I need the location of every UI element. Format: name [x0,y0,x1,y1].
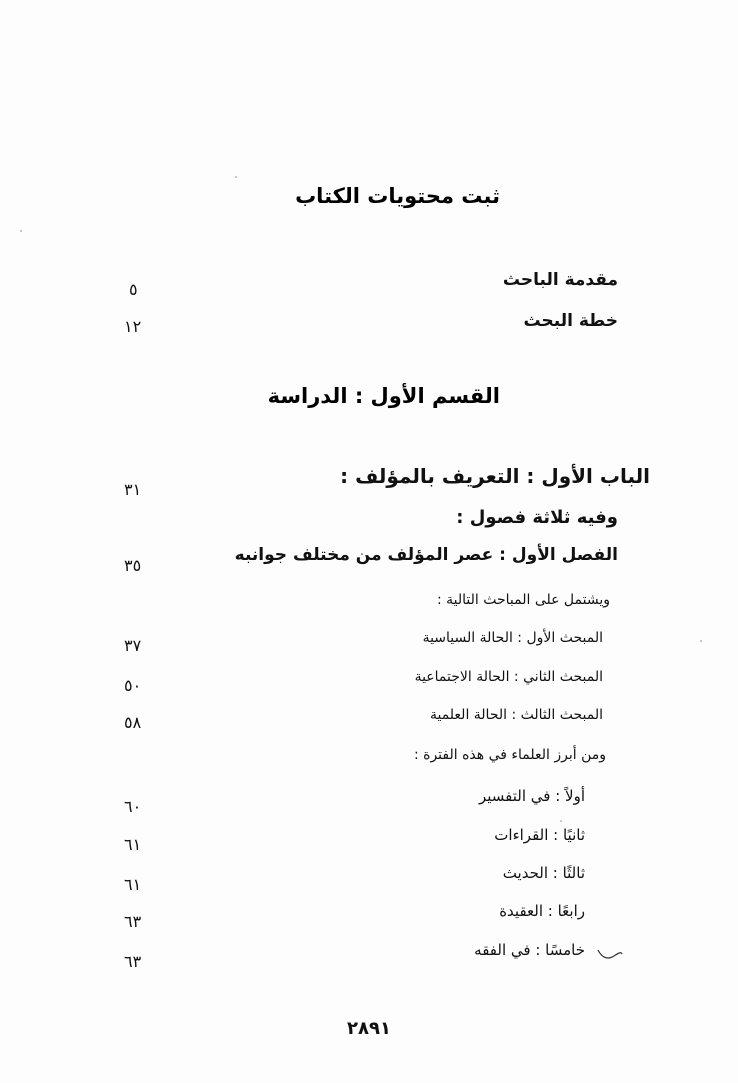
toc-entry-topic-scientific: المبحث الثالث : الحالة العلمية [429,707,603,723]
toc-entry-topic-political: المبحث الأول : الحالة السياسية [422,630,603,646]
toc-page-section-one: ٣٥ [124,556,142,575]
toc-page-topic-political: ٣٧ [124,636,142,655]
scan-speck [20,230,22,232]
toc-entry-chapter-one: الباب الأول : التعريف بالمؤلف : [340,464,650,488]
toc-entry-qiraat: ثانيًا : القراءات [494,826,585,844]
ink-mark-icon [596,944,624,964]
toc-page-research-plan: ١٢ [124,317,142,336]
contents-title: ثبت محتويات الكتاب [295,184,500,208]
toc-page-topic-social: ٥٠ [124,676,142,695]
page-number-folio: ٢٨٩١ [347,1018,391,1039]
section-one-title: القسم الأول : الدراسة [267,384,500,408]
toc-page-hadith: ٦١ [124,875,142,894]
toc-entry-aqidah: رابعًا : العقيدة [499,902,585,920]
toc-page-fiqh: ٦٣ [124,952,142,971]
scan-speck [700,640,702,642]
toc-page-aqidah: ٦٣ [124,912,142,931]
toc-entry-research-plan: خطة البحث [523,311,618,331]
toc-page-introduction: ٥ [129,280,138,299]
toc-entry-introduction: مقدمة الباحث [502,270,618,290]
toc-entry-three-sections: وفيه ثلاثة فصول : [456,507,618,528]
toc-entry-includes-topics: ويشتمل على المباحث التالية : [436,592,610,608]
scan-speck [235,176,237,178]
toc-page-topic-scientific: ٥٨ [124,713,142,732]
scan-speck [560,820,562,822]
toc-entry-topic-social: المبحث الثاني : الحالة الاجتماعية [414,669,603,685]
toc-page-tafsir: ٦٠ [124,797,142,816]
toc-page-qiraat: ٦١ [124,835,142,854]
toc-page-chapter-one: ٣١ [124,480,142,499]
toc-entry-section-one: الفصل الأول : عصر المؤلف من مختلف جوانبه [234,545,618,565]
toc-entry-notable-scholars: ومن أبرز العلماء في هذه الفترة : [413,747,606,763]
toc-entry-hadith: ثالثًا : الحديث [502,864,585,882]
toc-entry-fiqh: خامسًا : في الفقه [474,941,585,959]
toc-entry-tafsir: أولاً : في التفسير [478,787,585,805]
